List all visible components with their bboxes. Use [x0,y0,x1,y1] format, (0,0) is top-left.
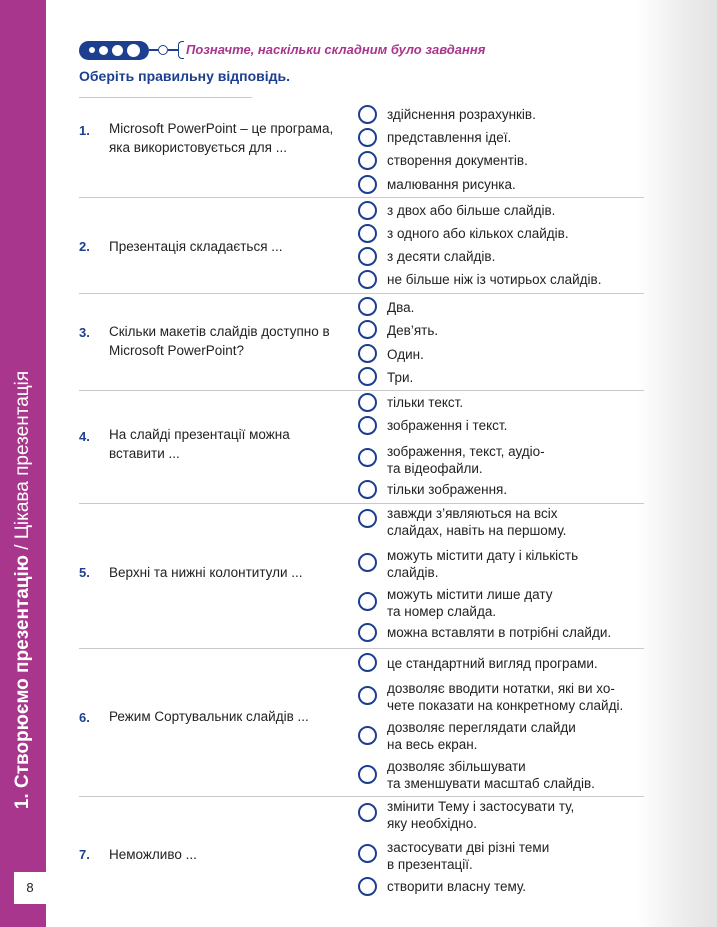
question-7 [79,800,644,900]
option-label: здійснення розрахунків. [387,107,536,122]
option-label: дозволяє вводити нотатки, які ви хо- чете показати на конкретному слайді. [387,681,624,713]
radio-button[interactable] [358,509,377,528]
radio-button[interactable] [358,128,377,147]
question-4 [79,393,644,501]
radio-button[interactable] [358,803,377,822]
difficulty-label: Позначте, наскільки складним було завдання [186,42,486,57]
option-label: можна вставляти в потрібні слайди. [387,625,612,640]
radio-button[interactable] [358,686,377,705]
option-label: малювання рисунка. [387,177,516,192]
question-text: Верхні та нижні колонтитули ... [109,565,303,580]
option-label: не більше ніж із чотирьох слайдів. [387,272,602,287]
page-number: 8 [26,880,34,895]
question-divider [79,503,644,504]
radio-button[interactable] [358,344,377,363]
option-label: завжди з’являються на всіх слайдах, навіть на першому. [387,506,567,538]
question-text: На слайді презентації можна вставити ... [109,427,290,461]
radio-button[interactable] [358,653,377,672]
radio-button[interactable] [358,877,377,896]
question-text: Презентація складається ... [109,239,283,254]
option-label: створення документів. [387,153,528,168]
chapter-title-bold: 1. Створюємо презентацію [12,555,33,810]
rating-circle-icon [158,45,168,55]
option-label: зображення і текст. [387,418,508,433]
question-text: Неможливо ... [109,847,197,862]
radio-button[interactable] [358,765,377,784]
radio-button[interactable] [358,726,377,745]
question-6 [79,653,644,795]
option-label: Один. [387,347,424,362]
question-number: 5. [79,565,90,580]
radio-button[interactable] [358,224,377,243]
page-edge-shadow [637,0,717,927]
option-label: можуть містити дату і кількість слайдів. [387,548,579,580]
question-number: 4. [79,429,90,444]
question-3 [79,297,644,389]
option-label: дозволяє збільшувати та зменшувати масштаб слайдів. [387,759,595,791]
option-label: тільки зображення. [387,482,508,497]
question-number: 1. [79,123,90,138]
question-text: Режим Сортувальник слайдів ... [109,709,309,724]
question-5 [79,507,644,647]
question-divider [79,648,644,649]
radio-button[interactable] [358,201,377,220]
option-label: застосувати дві різні теми в презентації. [387,840,550,872]
option-label: представлення ідеї. [387,130,512,145]
bracket-icon [178,41,184,59]
option-label: з одного або кількох слайдів. [387,226,569,241]
radio-button[interactable] [358,448,377,467]
option-label: можуть містити лише дату та номер слайда. [387,587,553,619]
option-label: Три. [387,370,414,385]
question-divider [79,197,644,198]
option-label: з двох або більше слайдів. [387,203,556,218]
radio-button[interactable] [358,393,377,412]
radio-button[interactable] [358,297,377,316]
radio-button[interactable] [358,320,377,339]
question-number: 3. [79,325,90,340]
radio-button[interactable] [358,247,377,266]
option-label: з десяти слайдів. [387,249,496,264]
radio-button[interactable] [358,592,377,611]
question-2 [79,201,644,293]
divider [79,97,252,98]
option-label: зображення, текст, аудіо- та відеофайли. [387,444,545,476]
option-label: змінити Тему і застосувати ту, яку необхідно. [387,799,575,831]
radio-button[interactable] [358,151,377,170]
question-number: 6. [79,710,90,725]
option-label: тільки текст. [387,395,464,410]
radio-button[interactable] [358,270,377,289]
chapter-title-separator: / [12,539,33,555]
question-number: 2. [79,239,90,254]
task-instruction: Оберіть правильну відповідь. [79,68,291,84]
radio-button[interactable] [358,623,377,642]
question-1 [79,105,644,195]
option-label: Дев’ять. [387,323,439,338]
option-label: це стандартний вигляд програми. [387,656,598,671]
question-divider [79,293,644,294]
chapter-title [0,0,46,927]
difficulty-rating[interactable] [79,40,184,60]
radio-button[interactable] [358,480,377,499]
radio-button[interactable] [358,844,377,863]
option-label: Два. [387,300,415,315]
question-text: Microsoft PowerPoint – це програма, яка використовується для ... [109,121,334,155]
radio-button[interactable] [358,416,377,435]
radio-button[interactable] [358,367,377,386]
option-label: дозволяє переглядати слайди на весь екран. [387,720,576,752]
radio-button[interactable] [358,175,377,194]
question-divider [79,390,644,391]
radio-button[interactable] [358,105,377,124]
question-text: Скільки макетів слайдів доступно в Microsoft PowerPoint? [109,324,330,358]
chapter-subtitle: Цікава презентація [12,370,33,540]
option-label: створити власну тему. [387,879,527,894]
difficulty-dots-icon[interactable] [79,41,149,60]
question-divider [79,796,644,797]
question-number: 7. [79,847,90,862]
radio-button[interactable] [358,553,377,572]
